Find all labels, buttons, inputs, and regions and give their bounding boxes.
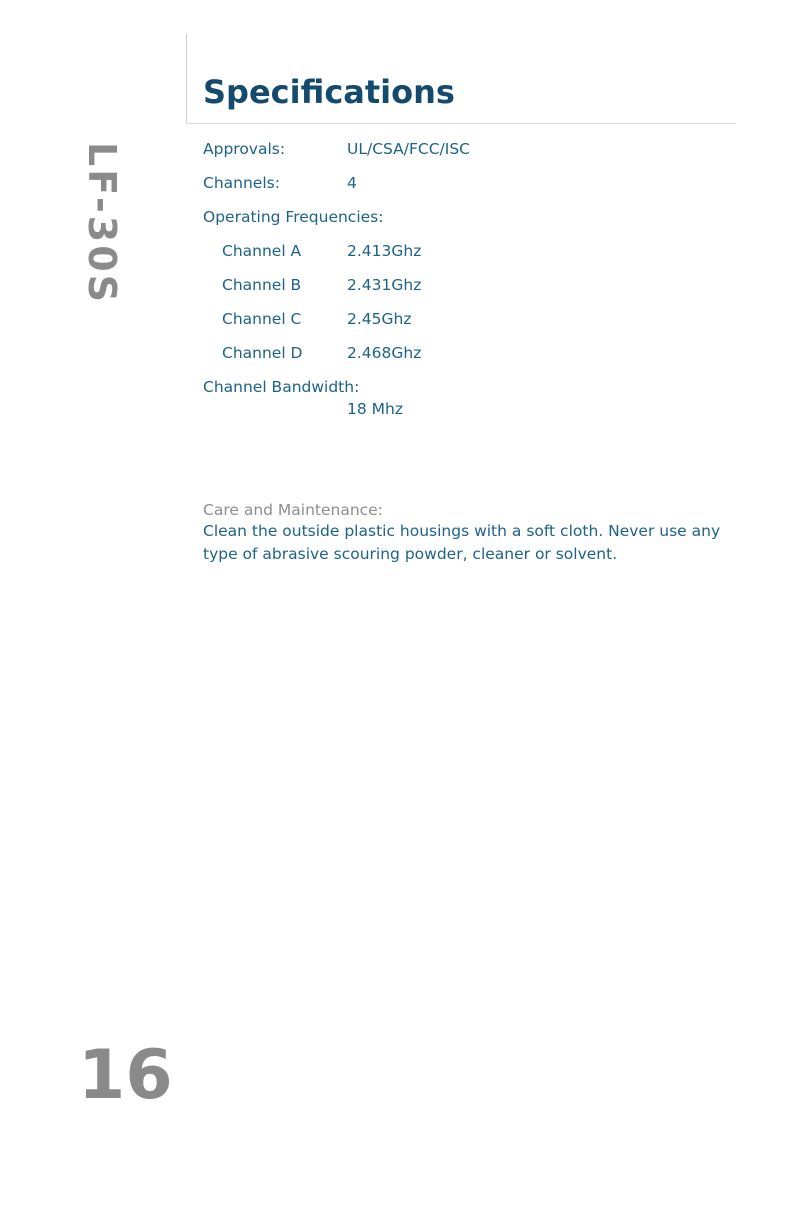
frequency-channel-d-label: Channel D (222, 344, 303, 362)
frequency-channel-c-label: Channel C (222, 310, 302, 328)
frequency-channel-b-value: 2.431Ghz (347, 276, 422, 294)
header-horizontal-rule (186, 123, 736, 124)
frequency-channel-b-label: Channel B (222, 276, 302, 294)
page-number: 16 (78, 1036, 173, 1115)
header-vertical-rule (186, 34, 187, 124)
frequency-channel-d-value: 2.468Ghz (347, 344, 422, 362)
frequency-channel-a-label: Channel A (222, 242, 302, 260)
care-paragraph: Clean the outside plastic housings with a soft cloth. Never use any type of abrasive scouring powder, cleaner or solvent. (203, 522, 721, 563)
frequencies-label: Operating Frequencies: (203, 208, 384, 226)
bandwidth-label: Channel Bandwidth: (203, 378, 360, 396)
channels-label: Channels: (203, 174, 280, 192)
model-side-label-container (80, 142, 124, 306)
model-side-label: LF-30S (80, 142, 124, 306)
channels-value: 4 (347, 174, 357, 192)
care-heading: Care and Maintenance: (203, 501, 383, 519)
page-title: Specifications (203, 73, 455, 111)
frequency-channel-a-value: 2.413Ghz (347, 242, 422, 260)
frequency-channel-c-value: 2.45Ghz (347, 310, 412, 328)
approvals-value: UL/CSA/FCC/ISC (347, 140, 470, 158)
approvals-label: Approvals: (203, 140, 286, 158)
bandwidth-value: 18 Mhz (347, 400, 403, 418)
